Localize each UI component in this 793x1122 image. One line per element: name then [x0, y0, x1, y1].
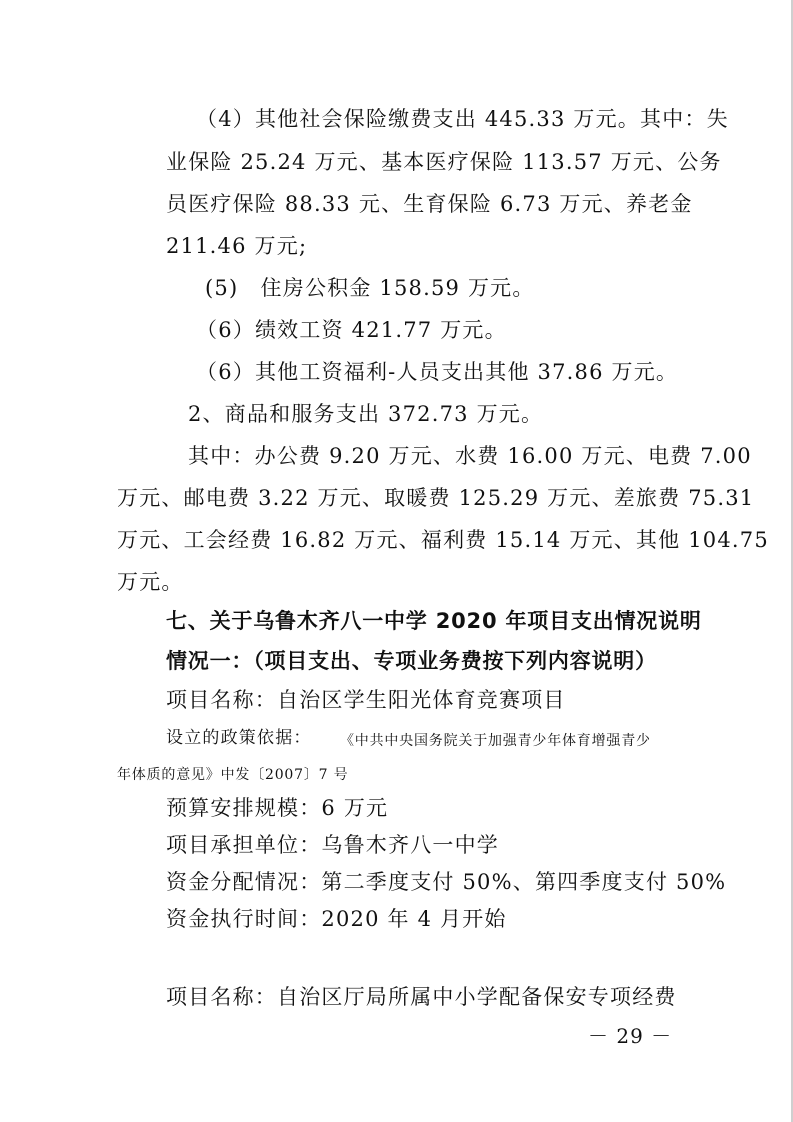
project1-time: 资金执行时间：2020 年 4 月开始	[166, 907, 507, 931]
section-heading: 七、关于乌鲁木齐八一中学 2020 年项目支出情况说明	[166, 609, 702, 633]
paragraph-line-7: （6）其他工资福利-人员支出其他 37.86 万元。	[196, 360, 679, 384]
paragraph-line-11: 万元、工会经费 16.82 万元、福利费 15.14 万元、其他 104.75	[117, 528, 769, 552]
paragraph-line-2: 业保险 25.24 万元、基本医疗保险 113.57 万元、公务	[166, 150, 722, 174]
paragraph-line-8: 2、商品和服务支出 372.73 万元。	[188, 402, 544, 426]
project2-name: 项目名称：自治区厅局所属中小学配备保安专项经费	[166, 985, 677, 1009]
page-number: － 29 －	[588, 1024, 673, 1048]
project1-policy-text-a: 《中共中央国务院关于加强青少年体育增强青少	[340, 733, 651, 749]
project1-policy-label: 设立的政策依据：	[166, 728, 312, 748]
project1-policy-text-b: 年体质的意见》中发〔2007〕7 号	[117, 767, 349, 783]
project1-name: 项目名称：自治区学生阳光体育竞赛项目	[166, 688, 566, 712]
paragraph-line-6: （6）绩效工资 421.77 万元。	[196, 318, 507, 342]
project1-budget: 预算安排规模：6 万元	[166, 796, 389, 820]
paragraph-line-5: (5) 住房公积金 158.59 万元。	[205, 276, 535, 300]
paragraph-line-4: 211.46 万元;	[166, 234, 308, 258]
paragraph-line-12: 万元。	[117, 570, 184, 594]
project1-unit: 项目承担单位：乌鲁木齐八一中学	[166, 833, 499, 857]
sub-heading: 情况一：（项目支出、专项业务费按下列内容说明）	[166, 649, 657, 673]
paragraph-line-3: 员医疗保险 88.33 元、生育保险 6.73 万元、养老金	[166, 192, 693, 216]
paragraph-line-10: 万元、邮电费 3.22 万元、取暖费 125.29 万元、差旅费 75.31	[117, 486, 755, 510]
project1-allocation: 资金分配情况：第二季度支付 50%、第四季度支付 50%	[166, 870, 727, 894]
paragraph-line-9: 其中：办公费 9.20 万元、水费 16.00 万元、电费 7.00	[188, 444, 752, 468]
paragraph-line-1: （4）其他社会保险缴费支出 445.33 万元。其中：失	[196, 107, 729, 131]
